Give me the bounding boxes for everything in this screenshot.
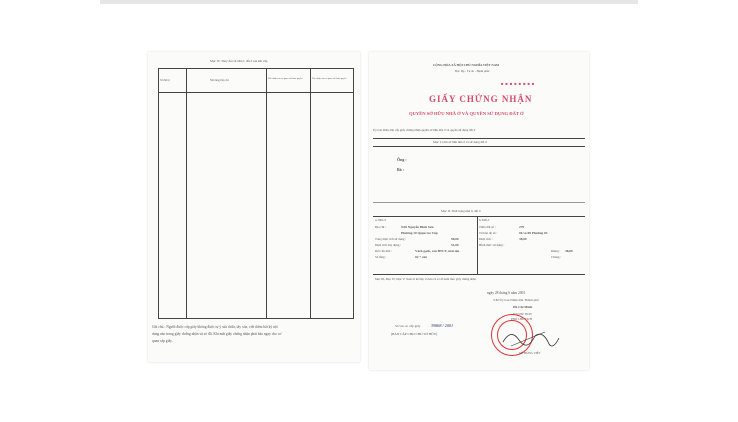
section-ii-divider: [477, 216, 478, 274]
serial-number: ■ ■ ■ ■ ■ ■ ■ ■: [501, 81, 535, 86]
house-value-4: Vách gạch, sàn BTCT, mái tôn: [415, 249, 460, 253]
house-value-5: 02 + sân: [415, 255, 427, 259]
col-header-stt: Số thứ tự: [160, 79, 170, 82]
section-iv-header: Mục IV. Thay đổi về nhà ở, đất ở sau khi cấp: [210, 59, 268, 63]
land-label-4: Riêng :: [551, 249, 561, 253]
land-label-2: Diện tích :: [479, 237, 493, 241]
note-line-2: dung nào trong giấy chứng nhận và sơ đồ. Khi mất giấy chứng nhận phải báo ngay cho cơ: [152, 332, 282, 336]
signer-name: VŨ HÙNG VIỆT: [519, 351, 541, 355]
house-label-4: Kết cấu nhà :: [375, 249, 392, 253]
col-divider-2: [266, 68, 267, 318]
registration-number: 39868 / 2001: [431, 323, 454, 328]
house-value-2: 90,00: [451, 237, 459, 241]
left-page: [148, 52, 360, 362]
col-divider-3: [310, 68, 311, 318]
issuing-city: Hồ Chí Minh: [513, 305, 533, 309]
land-value-1: 06 và 08 Phường 03: [519, 231, 548, 235]
house-label-3: Diện tích xây dựng :: [375, 243, 402, 247]
issue-date: ngày 28 tháng 6 năm 2001: [487, 291, 526, 295]
table-header-border: [158, 92, 354, 93]
table-right-border: [353, 68, 354, 318]
signature-icon: [501, 324, 561, 354]
registration-label: Số vào sổ cấp giấy: [395, 324, 421, 328]
section-i-header-border: [373, 146, 585, 147]
issuing-authority: T.M Ủy ban Nhân dân Thành phố: [493, 298, 539, 302]
col-header-content: Nội dung thay đổi: [210, 79, 229, 82]
land-value-0: 279: [519, 225, 525, 229]
house-header: a/ Nhà ở: [375, 218, 386, 222]
table-bottom-border: [158, 318, 354, 319]
note-line-1: Ghi chú : Người được cấp giấy không được tự ý sửa chữa, tẩy xóa, viết thêm bất kỳ nội: [152, 325, 278, 329]
signer-role-2: PHÓ CHỦ TỊCH: [511, 317, 532, 321]
land-header: b/ Đất ở: [479, 218, 490, 222]
certificate-subtitle: QUYỀN SỞ HỮU NHÀ Ở VÀ QUYỀN SỬ DỤNG ĐẤT Ở: [409, 111, 524, 116]
land-label-0: Thửa đất số :: [479, 225, 496, 229]
certificate-title: GIẤY CHỨNG NHẬN: [429, 94, 533, 104]
house-value-1: Phường 10 Quận Gò Vấp: [401, 231, 438, 235]
registration-note: (BẢN CẤP CHO CHỦ SỞ HỮU): [391, 332, 438, 336]
table-left-border: [158, 68, 159, 318]
house-value-3: 51,00: [451, 243, 459, 247]
section-ii-bottom-border: [373, 274, 585, 275]
col-header-confirm-2: Xác nhận của cơ quan có thẩm quyền: [312, 78, 347, 80]
land-label-5: Chung :: [551, 255, 562, 259]
motto: Độc lập - Tự do - Hạnh phúc: [455, 69, 490, 73]
house-label-0: Địa chỉ :: [375, 225, 386, 229]
section-ii-header: Mục II. Tình trạng nhà ở, đất ở: [441, 209, 481, 213]
section-i-bottom-border: [373, 202, 585, 203]
section-i-top-border: [373, 138, 585, 139]
co-owner-label: Bà :: [397, 167, 404, 172]
section-iii-note: Mục III, Mục IV, Mục V: Xem tờ kế tiếp và bản vẽ sơ đồ kèm theo giấy chứng nhận: [375, 277, 476, 281]
national-header: CỘNG HÒA XÃ HỘI CHỦ NGHĨA VIỆT NAM: [433, 63, 500, 67]
owner-label: Ông :: [397, 157, 407, 162]
signer-role: KT.CHỦ TỊCH: [513, 312, 532, 316]
land-value-2: 38,00: [519, 237, 527, 241]
right-page: [369, 52, 589, 370]
house-value-0: 9/36 Nguyễn Đình Sơn: [401, 225, 434, 229]
table-top-border: [158, 68, 354, 69]
col-divider-1: [186, 68, 187, 318]
intro-text: Ủy ban nhân dân cấp giấy chứng nhận quyền sở hữu nhà ở và quyền sử dụng đất ở: [373, 128, 476, 132]
land-value-4: 38,00: [565, 249, 573, 253]
house-label-5: Số tầng :: [375, 255, 387, 259]
land-label-3: Hình thức sử dụng :: [479, 243, 505, 247]
house-label-2: Tổng diện tích sử dụng :: [375, 237, 407, 241]
section-i-header: Mục I. Chủ sở hữu nhà ở và sử dụng đất ở: [433, 140, 487, 144]
section-ii-border: [373, 216, 585, 217]
land-label-1: Tờ bản đồ số :: [479, 231, 498, 235]
col-header-confirm-1: Xác nhận của cơ quan có thẩm quyền: [268, 78, 303, 80]
top-band: [100, 0, 638, 4]
note-line-3: quan cấp giấy.: [152, 339, 173, 343]
